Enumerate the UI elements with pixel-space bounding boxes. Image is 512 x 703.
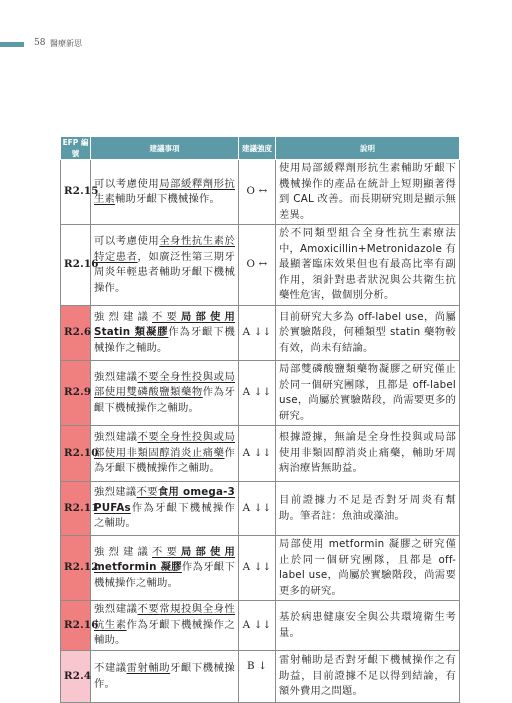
row-explanation: 雷射輔助是否對牙齦下機械操作之有助益，目前證據不足以得到結論，有額外費用之問題。 — [276, 651, 460, 703]
header-explanation: 說明 — [276, 137, 460, 160]
row-grade: A ↓↓ — [239, 536, 276, 601]
row-id: R2.9 — [61, 361, 91, 426]
row-grade: A ↓↓ — [239, 306, 276, 361]
row-explanation: 於不同類型組合全身性抗生素療法中，Amoxicillin+Metronidazole 有最顯著臨床效果但也有最高比率有副作用，須針對患者狀況與公共衛生抗藥性危害，做個別分析。 — [276, 225, 460, 306]
row-recommendation: 強烈建議不要局部使用 metformin 凝膠作為牙齦下機械操作之輔助。 — [91, 536, 239, 601]
table-header-row — [61, 137, 460, 160]
row-explanation: 基於病患健康安全與公共環境衛生考量。 — [276, 601, 460, 651]
row-grade: B ↓ — [239, 651, 276, 703]
header-recommendation: 建議事項 — [91, 137, 239, 160]
recommendation-table — [60, 136, 460, 703]
row-recommendation: 強烈建議不要常規投與全身性抗生素作為牙齦下機械操作之輔助。 — [91, 601, 239, 651]
row-id: R2.12 — [61, 536, 91, 601]
table-row — [61, 601, 460, 651]
table-row — [61, 306, 460, 361]
row-recommendation: 可以考慮使用局部緩釋劑形抗生素輔助牙齦下機械操作。 — [91, 160, 239, 225]
header-id: EFP 編號 — [61, 137, 91, 160]
row-explanation: 局部使用 metformin 凝膠之研究僅止於同一個研究團隊，且都是 off-label use，尚屬於實驗階段，尚需要更多的研究。 — [276, 536, 460, 601]
row-id: R2.16 — [61, 601, 91, 651]
header-grade: 建議強度 — [239, 137, 276, 160]
row-grade: A ↓↓ — [239, 601, 276, 651]
row-id: R2.15 — [61, 160, 91, 225]
row-grade: O ↔ — [239, 160, 276, 225]
table-row — [61, 361, 460, 426]
row-explanation: 使用局部緩釋劑形抗生素輔助牙齦下機械操作的產品在統計上短期顯著得到 CAL 改善。而長期研究則是顯示無差異。 — [276, 160, 460, 225]
table-row — [61, 651, 460, 703]
row-id: R2.6 — [61, 306, 91, 361]
row-id: R2.4 — [61, 651, 91, 703]
table-row — [61, 160, 460, 225]
row-id: R2.11 — [61, 482, 91, 536]
row-recommendation: 不建議雷射輔助牙齦下機械操作。 — [91, 651, 239, 703]
page-number: 58 — [34, 38, 46, 48]
row-grade: A ↓↓ — [239, 426, 276, 482]
table-row — [61, 225, 460, 306]
row-recommendation: 強烈建議不要全身性投與或局部使用雙磷酸鹽類藥物作為牙齦下機械操作之輔助。 — [91, 361, 239, 426]
row-recommendation: 強烈建議不要食用 omega-3 PUFAs作為牙齦下機械操作之輔助。 — [91, 482, 239, 536]
row-explanation: 目前證據力不足是否對牙周炎有幫助。筆者註：魚油或藻油。 — [276, 482, 460, 536]
row-grade: A ↓↓ — [239, 482, 276, 536]
book-title: 醫療新思 — [50, 39, 82, 48]
table-row — [61, 482, 460, 536]
table-row — [61, 426, 460, 482]
row-recommendation: 可以考慮使用全身性抗生素於特定患者，如廣泛性第三期牙周炎年輕患者輔助牙齦下機械操作。 — [91, 225, 239, 306]
row-id: R2.16 — [61, 225, 91, 306]
row-id: R2.10 — [61, 426, 91, 482]
row-explanation: 局部雙磷酸鹽類藥物凝膠之研究僅止於同一個研究團隊，且都是 off-label use，尚屬於實驗階段，尚需要更多的研究。 — [276, 361, 460, 426]
row-recommendation: 強烈建議不要局部使用 Statin 類凝膠作為牙齦下機械操作之輔助。 — [91, 306, 239, 361]
header-accent-bar — [0, 42, 24, 47]
row-explanation: 目前研究大多為 off-label use，尚屬於實驗階段，何種類型 statin 藥物較有效，尚未有結論。 — [276, 306, 460, 361]
row-explanation: 根據證據，無論是全身性投與或局部使用非類固醇消炎止痛藥，輔助牙周病治療皆無助益。 — [276, 426, 460, 482]
table-row — [61, 536, 460, 601]
row-grade: O ↔ — [239, 225, 276, 306]
row-grade: A ↓↓ — [239, 361, 276, 426]
row-recommendation: 強烈建議不要全身性投與或局部使用非類固醇消炎止痛藥作為牙齦下機械操作之輔助。 — [91, 426, 239, 482]
